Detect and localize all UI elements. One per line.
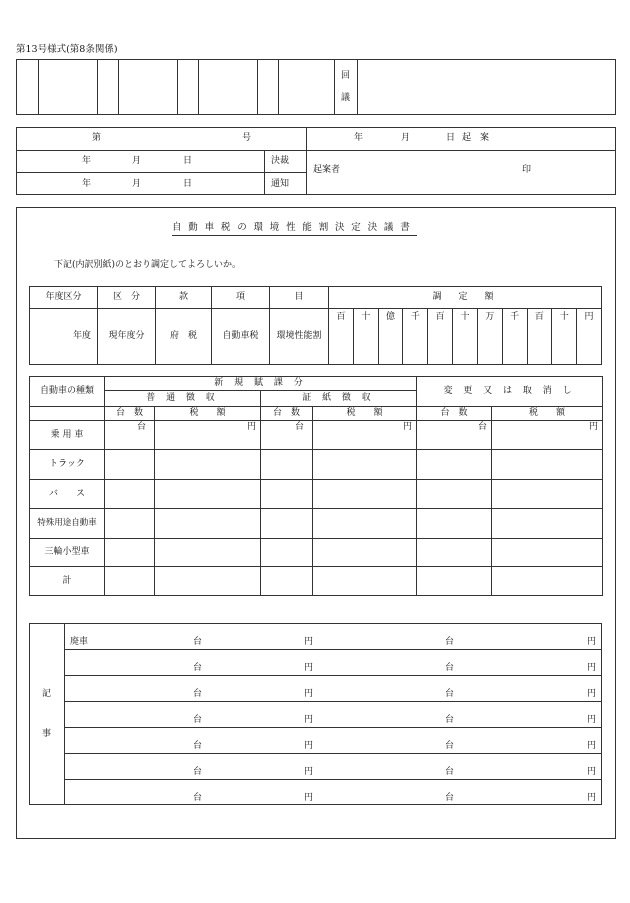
kessai-month: 月: [132, 156, 142, 166]
note-unit-yen: 円: [304, 715, 314, 725]
choutei-kubun: 現年度分: [98, 309, 156, 365]
note-unit-count: 台: [193, 715, 203, 725]
new-assessment-header: 新 規 賦 課 分: [105, 377, 417, 391]
notes-label-top: 記: [42, 689, 52, 699]
kiansha-label: 起案者: [313, 165, 341, 175]
form-number: 第13号様式(第8条関係): [16, 44, 118, 55]
notes-haisha-label: 廃車: [70, 637, 89, 647]
note-unit-count: 台: [445, 715, 455, 725]
tsuchi-month: 月: [132, 179, 142, 189]
unit-yen: 円: [246, 421, 256, 432]
note-unit-count: 台: [193, 663, 203, 673]
tsuchi-year: 年: [82, 179, 92, 189]
note-unit-count: 台: [193, 689, 203, 699]
change-cancel-header: 変 更 又 は 取 消 し: [417, 377, 603, 407]
digit-hyaku-man: 百: [428, 309, 453, 365]
kian-label: 起 案: [462, 133, 490, 143]
note-unit-count: 台: [445, 767, 455, 777]
digit-sen: 千: [502, 309, 527, 365]
circulation-label-top: 回: [341, 71, 351, 81]
dai-label: 第: [92, 133, 102, 143]
note-unit-yen: 円: [304, 689, 314, 699]
choutei-header-kan: 款: [156, 287, 212, 309]
choutei-nendo: 年度: [30, 309, 98, 365]
tax-header-2: 税 額: [313, 406, 417, 420]
choutei-header-amount: 調 定 額: [329, 287, 602, 309]
kessai-year: 年: [82, 156, 92, 166]
digit-en: 円: [577, 309, 602, 365]
go-label: 号: [242, 133, 252, 143]
digit-oku: 億: [378, 309, 403, 365]
note-unit-count: 台: [193, 767, 203, 777]
unit-count: 台: [294, 421, 304, 432]
note-unit-count: 台: [193, 637, 203, 647]
choutei-kou: 自動車税: [212, 309, 270, 365]
in-label: 印: [522, 165, 532, 175]
vehicle-row-bus: バ ス: [30, 479, 105, 509]
note-unit-yen: 円: [587, 663, 597, 673]
vehicle-row-special: 特殊用途自動車: [30, 509, 105, 539]
vehicle-row-passenger: 乗 用 車: [30, 420, 105, 450]
choutei-kan: 府 税: [156, 309, 212, 365]
note-unit-count: 台: [193, 741, 203, 751]
note-unit-count: 台: [445, 637, 455, 647]
choutei-header-kou: 項: [212, 287, 270, 309]
digit-hyaku-oku: 百: [329, 309, 354, 365]
count-header-1: 台 数: [105, 406, 155, 420]
notes-label-bottom: 事: [42, 729, 52, 739]
vehicle-row-three-wheel: 三輪小型車: [30, 538, 105, 567]
choutei-header-kubun: 区 分: [98, 287, 156, 309]
digit-man: 万: [477, 309, 502, 365]
circulation-box: [16, 59, 616, 115]
note-unit-yen: 円: [304, 663, 314, 673]
note-unit-count: 台: [445, 793, 455, 803]
note-unit-yen: 円: [304, 741, 314, 751]
note-unit-count: 台: [445, 663, 455, 673]
note-unit-count: 台: [193, 793, 203, 803]
intro-text: 下記(内訳別紙)のとおり調定してよろしいか。: [54, 260, 242, 270]
page-title: 自動車税の環境性能割決定決議書: [172, 223, 417, 236]
kian-year: 年: [354, 133, 364, 143]
note-unit-yen: 円: [304, 793, 314, 803]
note-unit-yen: 円: [587, 741, 597, 751]
count-header-3: 台 数: [417, 406, 492, 420]
note-unit-yen: 円: [587, 689, 597, 699]
kian-day: 日: [446, 133, 456, 143]
kessai-label: 決裁: [271, 156, 290, 166]
tsuchi-day: 日: [183, 179, 193, 189]
vehicle-table: [29, 376, 603, 596]
kessai-day: 日: [183, 156, 193, 166]
note-unit-yen: 円: [304, 767, 314, 777]
unit-count: 台: [136, 421, 146, 432]
note-unit-yen: 円: [587, 715, 597, 725]
digit-juu-man: 十: [453, 309, 478, 365]
unit-yen: 円: [403, 421, 413, 432]
choutei-header-nendo: 年度区分: [30, 287, 98, 309]
kian-month: 月: [401, 133, 411, 143]
circulation-label-bottom: 議: [341, 93, 351, 103]
stamp-collection-header: 証 紙 徴 収: [261, 391, 417, 406]
normal-collection-header: 普 通 徴 収: [105, 391, 261, 406]
tsuchi-label: 通知: [271, 179, 290, 189]
note-unit-yen: 円: [587, 793, 597, 803]
vehicle-row-total: 計: [30, 567, 105, 596]
note-unit-count: 台: [445, 741, 455, 751]
digit-hyaku: 百: [527, 309, 552, 365]
vehicle-row-truck: トラック: [30, 450, 105, 480]
note-unit-count: 台: [445, 689, 455, 699]
digit-sen-man: 千: [403, 309, 428, 365]
digit-juu-oku: 十: [353, 309, 378, 365]
unit-count: 台: [478, 421, 488, 432]
choutei-header-moku: 目: [270, 287, 329, 309]
note-unit-yen: 円: [304, 637, 314, 647]
note-unit-yen: 円: [587, 767, 597, 777]
vehicle-type-header: 自動車の種類: [30, 377, 105, 407]
choutei-table: [29, 286, 602, 365]
tax-header-3: 税 額: [492, 406, 603, 420]
tax-header-1: 税 額: [155, 406, 261, 420]
digit-juu: 十: [552, 309, 577, 365]
unit-yen: 円: [589, 421, 599, 432]
notes-box: [29, 623, 602, 805]
note-unit-yen: 円: [587, 637, 597, 647]
choutei-moku: 環境性能割: [270, 309, 329, 365]
count-header-2: 台 数: [261, 406, 313, 420]
header-box: [16, 127, 616, 195]
